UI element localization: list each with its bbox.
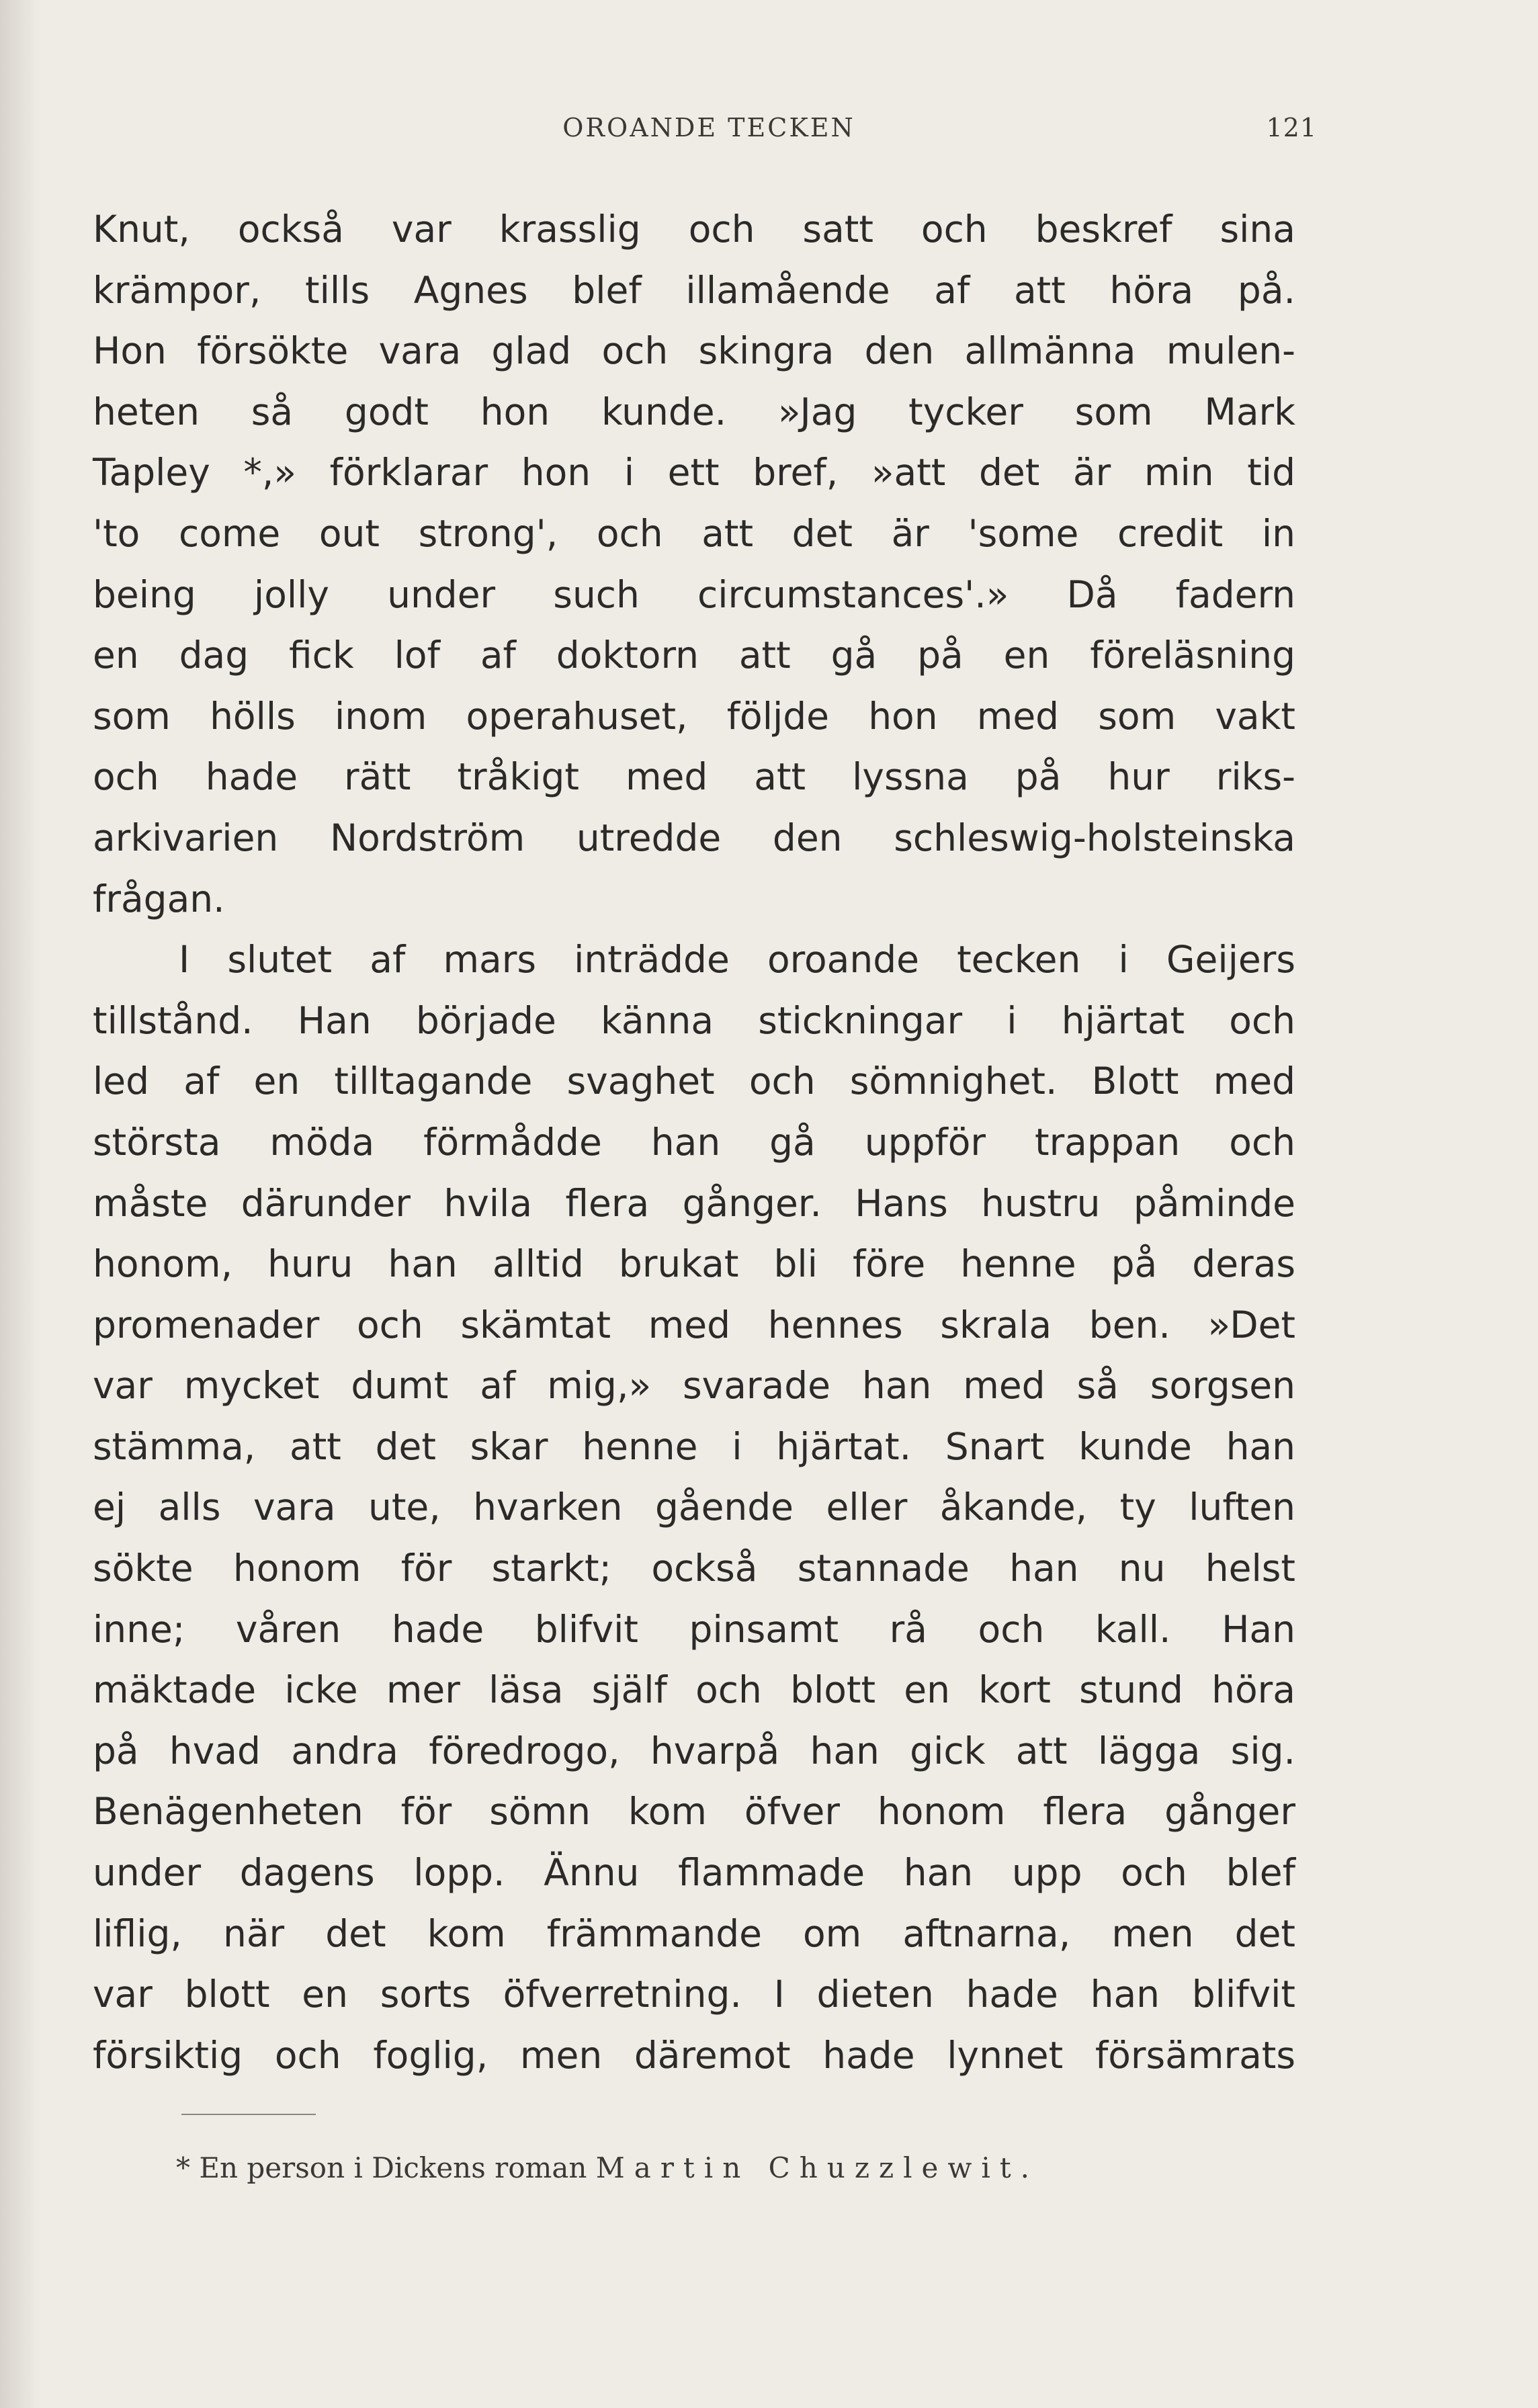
text-line: sökte honom för starkt; också stannade han nu helst	[93, 1547, 1295, 1590]
text-line: en dag fick lof af doktorn att gå på en föreläsning	[93, 634, 1295, 677]
text-line: ej alls vara ute, hvarken gående eller åkande, ty luften	[93, 1486, 1295, 1529]
running-head	[0, 113, 1538, 153]
body-text	[93, 199, 1295, 2086]
text-line: 'to come out strong', och att det är 'some credit in	[93, 511, 1295, 555]
footnote-text: * En person i Dickens roman	[176, 2151, 587, 2184]
page-edge-shadow	[0, 0, 40, 2408]
text-line: var blott en sorts öfverretning. I dieten hade han blifvit	[93, 1973, 1295, 2016]
text-line: stämma, att det skar henne i hjärtat. Snart kunde han	[93, 1424, 1295, 1468]
text-line: mäktade icke mer läsa själf och blott en kort stund höra	[93, 1668, 1295, 1712]
text-line: liflig, när det kom främmande om aftnarna, men det	[93, 1911, 1295, 1955]
text-line: led af en tilltagande svaghet och sömnighet. Blott med	[93, 1060, 1295, 1103]
text-line: försiktig och foglig, men däremot hade lynnet försämrats	[93, 2033, 1295, 2077]
text-line: och hade rätt tråkigt med att lyssna på hur riks-	[93, 755, 1295, 799]
text-line: Tapley *,» förklarar hon i ett bref, »att det är min tid	[93, 451, 1295, 494]
text-line: frågan.	[93, 877, 225, 920]
text-line: I slutet af mars inträdde oroande tecken i Geijers	[179, 938, 1295, 982]
text-line: under dagens lopp. Ännu flammade han upp och blef	[93, 1851, 1295, 1895]
text-line: på hvad andra föredrogo, hvarpå han gick att lägga sig.	[93, 1729, 1295, 1772]
text-line: krämpor, tills Agnes blef illamående af att höra på.	[93, 268, 1295, 312]
text-line: honom, huru han alltid brukat bli före henne på deras	[93, 1242, 1295, 1286]
text-line: heten så godt hon kunde. »Jag tycker som Mark	[93, 390, 1295, 433]
text-line: inne; våren hade blifvit pinsamt rå och kall. Han	[93, 1607, 1295, 1651]
footnote	[176, 2151, 1318, 2184]
text-line: Benägenheten för sömn kom öfver honom flera gånger	[93, 1790, 1295, 1834]
footnote-rule	[181, 2114, 316, 2115]
text-line: being jolly under such circumstances'.» Då fadern	[93, 572, 1295, 616]
text-line: arkivarien Nordström utredde den schleswig-holsteinska	[93, 816, 1295, 859]
page-number: 121	[1266, 113, 1317, 142]
running-head-title: OROANDE TECKEN	[562, 113, 855, 142]
footnote-work-title: Martin Chuzzlewit.	[595, 2151, 1039, 2184]
text-line: var mycket dumt af mig,» svarade han med så sorgsen	[93, 1364, 1295, 1408]
text-line: promenader och skämtat med hennes skrala ben. »Det	[93, 1303, 1295, 1346]
text-line: Knut, också var krasslig och satt och beskref sina	[93, 208, 1295, 251]
text-line: Hon försökte vara glad och skingra den allmänna mulen-	[93, 329, 1295, 373]
text-line: måste därunder hvila flera gånger. Hans hustru påminde	[93, 1181, 1295, 1225]
text-line: största möda förmådde han gå uppför trappan och	[93, 1120, 1295, 1164]
text-line: som hölls inom operahuset, följde hon med som vakt	[93, 694, 1295, 738]
text-line: tillstånd. Han började känna stickningar i hjärtat och	[93, 998, 1295, 1042]
